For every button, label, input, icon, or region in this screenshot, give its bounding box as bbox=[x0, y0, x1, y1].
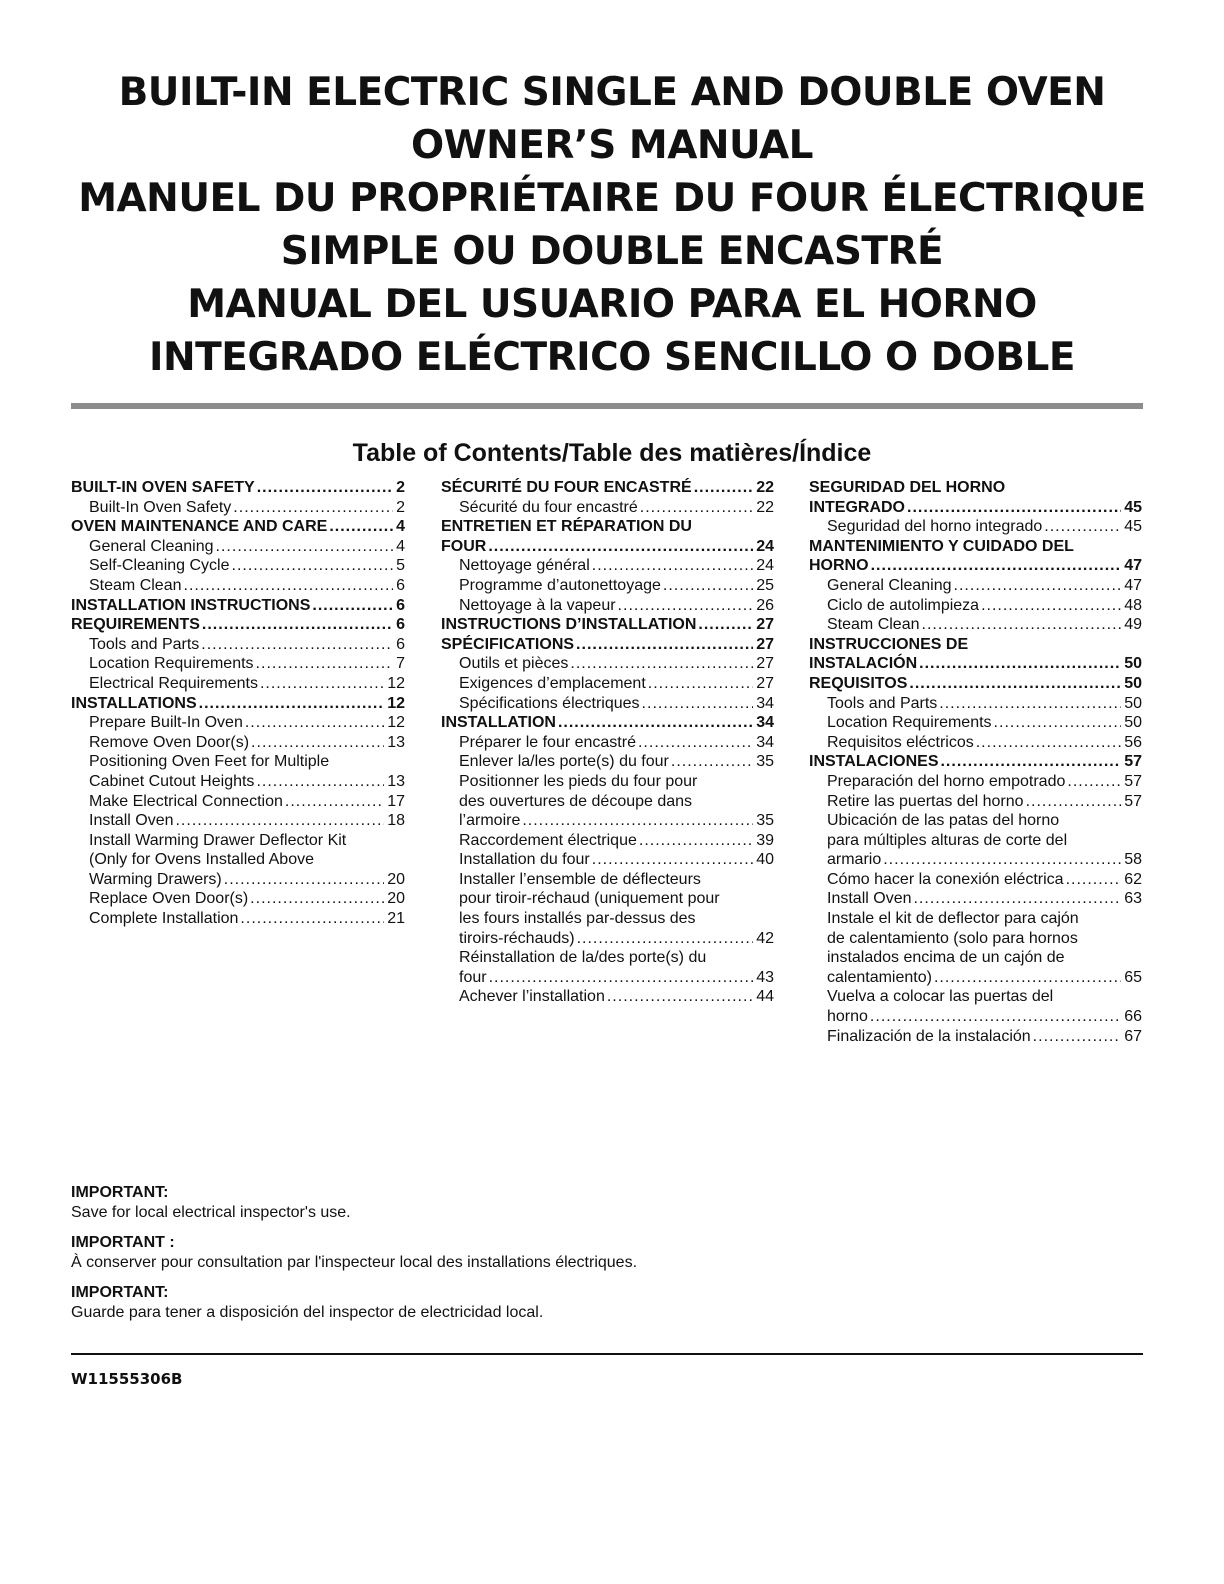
toc-page-number: 6 bbox=[396, 576, 405, 594]
toc-entry-continuation: para múltiples alturas de corte del bbox=[827, 831, 1068, 849]
toc-column-english bbox=[71, 478, 405, 929]
toc-page-number: 22 bbox=[756, 498, 774, 516]
toc-entry bbox=[441, 478, 774, 498]
toc-entry-title: OVEN MAINTENANCE AND CARE bbox=[71, 518, 328, 536]
toc-entry bbox=[809, 596, 1142, 616]
toc-leader-dots bbox=[522, 811, 753, 831]
title-line: MANUAL DEL USUARIO PARA EL HORNO bbox=[187, 282, 1037, 327]
toc-entry-title: tiroirs-réchauds) bbox=[459, 929, 575, 947]
toc-entry bbox=[809, 968, 1142, 988]
toc-entry-continuation: Instale el kit de deflector para cajón bbox=[827, 910, 1079, 928]
toc-page-number: 13 bbox=[387, 772, 405, 790]
toc-page-number: 20 bbox=[387, 890, 405, 908]
toc-leader-dots bbox=[671, 752, 753, 772]
footer-divider bbox=[71, 1353, 1143, 1355]
toc-entry-title: Preparación del horno empotrado bbox=[827, 772, 1066, 790]
toc-page-number: 44 bbox=[756, 988, 774, 1006]
toc-page-number: 6 bbox=[396, 596, 405, 614]
toc-entry-title: HORNO bbox=[809, 557, 869, 575]
toc-entry bbox=[71, 478, 405, 498]
toc-entry-title: Steam Clean bbox=[89, 576, 182, 594]
toc-page-number: 34 bbox=[756, 733, 774, 751]
note-text: À conserver pour consultation par l'inspecteur local des installations électriques. bbox=[71, 1253, 638, 1271]
toc-entry bbox=[809, 889, 1142, 909]
toc-entry-continuation: (Only for Ovens Installed Above bbox=[89, 851, 314, 869]
toc-entry-title: Exigences d’emplacement bbox=[459, 674, 646, 692]
toc-entry-title: Enlever la/les porte(s) du four bbox=[459, 753, 669, 771]
toc-entry bbox=[441, 596, 774, 616]
toc-page-number: 27 bbox=[756, 616, 774, 634]
toc-page-number: 24 bbox=[756, 537, 774, 555]
toc-leader-dots bbox=[1044, 517, 1121, 537]
toc-page-number: 4 bbox=[396, 537, 405, 555]
toc-entry-continuation: SEGURIDAD DEL HORNO bbox=[809, 479, 1006, 496]
toc-leader-dots bbox=[1066, 870, 1122, 890]
toc-page-number: 39 bbox=[756, 831, 774, 849]
toc-leader-dots bbox=[607, 987, 753, 1007]
toc-entry-title: INSTALLATION bbox=[441, 714, 556, 732]
toc-entry-title: INSTALLATION INSTRUCTIONS bbox=[71, 596, 311, 614]
toc-entry-title: Location Requirements bbox=[89, 655, 254, 673]
toc-entry bbox=[71, 772, 405, 792]
toc-entry-continuation: Ubicación de las patas del horno bbox=[827, 812, 1060, 830]
toc-page-number: 24 bbox=[756, 557, 774, 575]
toc-entry bbox=[809, 654, 1142, 674]
toc-leader-dots bbox=[577, 929, 754, 949]
toc-entry bbox=[809, 733, 1142, 753]
toc-leader-dots bbox=[939, 694, 1121, 714]
toc-entry bbox=[71, 694, 405, 714]
toc-page-number: 67 bbox=[1124, 1027, 1142, 1045]
toc-leader-dots bbox=[663, 576, 753, 596]
toc-entry bbox=[71, 596, 405, 616]
toc-entry bbox=[441, 811, 774, 831]
toc-entry-title: Cabinet Cutout Heights bbox=[89, 772, 255, 790]
toc-page-number: 57 bbox=[1124, 792, 1142, 810]
toc-entry-continuation: Install Warming Drawer Deflector Kit bbox=[89, 831, 347, 849]
toc-leader-dots bbox=[558, 713, 753, 733]
toc-page-number: 35 bbox=[756, 753, 774, 771]
toc-leader-dots bbox=[199, 694, 385, 714]
toc-entry bbox=[71, 909, 405, 929]
toc-entry-title: Steam Clean bbox=[827, 616, 920, 634]
toc-entry-title: Achever l’installation bbox=[459, 988, 605, 1006]
toc-entry-continuation: les fours installés par-dessus des bbox=[459, 910, 696, 928]
toc-leader-dots bbox=[934, 968, 1121, 988]
toc-page-number: 13 bbox=[387, 733, 405, 751]
toc-entry bbox=[441, 694, 774, 714]
toc-entry-title: Raccordement électrique bbox=[459, 831, 637, 849]
toc-entry-title: INSTRUCTIONS D’INSTALLATION bbox=[441, 616, 697, 634]
toc-entry-title: Self-Cleaning Cycle bbox=[89, 557, 230, 575]
toc-page-number: 50 bbox=[1124, 714, 1142, 732]
toc-entry-title: General Cleaning bbox=[89, 537, 214, 555]
toc-entry-continuation: Positioning Oven Feet for Multiple bbox=[89, 753, 330, 771]
toc-leader-dots bbox=[233, 498, 393, 518]
toc-leader-dots bbox=[909, 674, 1121, 694]
toc-page-number: 62 bbox=[1124, 870, 1142, 888]
toc-entry-title: Sécurité du four encastré bbox=[459, 498, 638, 516]
toc-entry bbox=[809, 752, 1142, 772]
toc-entry bbox=[441, 556, 774, 576]
toc-leader-dots bbox=[576, 635, 753, 655]
toc-leader-dots bbox=[224, 870, 384, 890]
toc-page-number: 17 bbox=[387, 792, 405, 810]
toc-page-number: 22 bbox=[756, 479, 774, 496]
toc-leader-dots bbox=[285, 792, 384, 812]
toc-leader-dots bbox=[312, 596, 393, 616]
toc-page-number: 57 bbox=[1124, 753, 1142, 771]
important-note-french bbox=[71, 1233, 1143, 1272]
toc-entry-title: FOUR bbox=[441, 537, 487, 555]
toc-page-number: 2 bbox=[396, 498, 405, 516]
toc-entry bbox=[71, 576, 405, 596]
toc-entry bbox=[809, 556, 1142, 576]
toc-entry bbox=[441, 498, 774, 518]
toc-leader-dots bbox=[642, 694, 754, 714]
toc-entry-title: Nettoyage général bbox=[459, 557, 590, 575]
toc-leader-dots bbox=[251, 733, 384, 753]
toc-entry bbox=[809, 576, 1142, 596]
toc-leader-dots bbox=[240, 909, 384, 929]
toc-page-number: 66 bbox=[1124, 1008, 1142, 1026]
toc-leader-dots bbox=[489, 968, 754, 988]
toc-entry bbox=[71, 811, 405, 831]
toc-entry bbox=[809, 694, 1142, 714]
toc-entry-title: Retire las puertas del horno bbox=[827, 792, 1024, 810]
toc-page-number: 25 bbox=[756, 576, 774, 594]
toc-entry-title: Installation du four bbox=[459, 851, 590, 869]
toc-entry bbox=[809, 1007, 1142, 1027]
title-line: INTEGRADO ELÉCTRICO SENCILLO O DOBLE bbox=[149, 335, 1075, 380]
toc-entry bbox=[441, 850, 774, 870]
toc-page-number: 50 bbox=[1124, 674, 1142, 692]
title-line: OWNER’S MANUAL bbox=[410, 123, 814, 168]
toc-entry-continuation: Installer l’ensemble de déflecteurs bbox=[459, 870, 701, 888]
toc-page-number: 35 bbox=[756, 812, 774, 830]
toc-entry-title: Requisitos eléctricos bbox=[827, 733, 974, 751]
toc-entry bbox=[441, 576, 774, 596]
toc-entry-continuation: INSTRUCCIONES DE bbox=[809, 635, 969, 653]
toc-entry-title: Location Requirements bbox=[827, 714, 992, 732]
toc-entry bbox=[71, 713, 405, 733]
toc-page-number: 42 bbox=[756, 929, 774, 947]
toc-entry-title: General Cleaning bbox=[827, 576, 952, 594]
toc-leader-dots bbox=[698, 615, 753, 635]
toc-page-number: 27 bbox=[756, 635, 774, 653]
toc-page-number: 12 bbox=[387, 674, 405, 692]
toc-page-number: 27 bbox=[756, 655, 774, 673]
toc-heading: Table of Contents/Table des matières/Índice bbox=[352, 439, 872, 467]
toc-entry bbox=[809, 850, 1142, 870]
toc-leader-dots bbox=[981, 596, 1121, 616]
toc-leader-dots bbox=[175, 811, 384, 831]
toc-page-number: 27 bbox=[756, 674, 774, 692]
toc-page-number: 40 bbox=[756, 851, 774, 869]
note-text: Save for local electrical inspector's use. bbox=[71, 1203, 351, 1221]
toc-entry bbox=[441, 635, 774, 655]
toc-entry bbox=[441, 654, 774, 674]
toc-entry-title: SPÉCIFICATIONS bbox=[441, 635, 575, 653]
toc-leader-dots bbox=[592, 556, 753, 576]
toc-entry-title: calentamiento) bbox=[827, 968, 932, 986]
toc-entry-title: Finalización de la instalación bbox=[827, 1027, 1031, 1045]
toc-entry bbox=[71, 792, 405, 812]
toc-entry bbox=[71, 498, 405, 518]
toc-page-number: 21 bbox=[387, 910, 405, 928]
title-line: MANUEL DU PROPRIÉTAIRE DU FOUR ÉLECTRIQUE bbox=[78, 176, 1146, 221]
toc-entry-title: Remove Oven Door(s) bbox=[89, 733, 250, 751]
toc-page-number: 43 bbox=[756, 968, 774, 986]
toc-entry bbox=[71, 870, 405, 890]
toc-entry bbox=[441, 733, 774, 753]
toc-leader-dots bbox=[1033, 1027, 1122, 1047]
toc-entry-title: Spécifications électriques bbox=[459, 694, 640, 712]
toc-page-number: 2 bbox=[396, 479, 405, 496]
toc-entry-continuation: ENTRETIEN ET RÉPARATION DU bbox=[441, 518, 692, 536]
note-heading: IMPORTANT: bbox=[71, 1284, 169, 1302]
toc-leader-dots bbox=[922, 615, 1122, 635]
toc-page-number: 57 bbox=[1124, 772, 1142, 790]
toc-page-number: 34 bbox=[756, 714, 774, 732]
toc-entry bbox=[441, 831, 774, 851]
toc-leader-dots bbox=[232, 556, 394, 576]
toc-entry-title: Nettoyage à la vapeur bbox=[459, 596, 616, 614]
toc-entry bbox=[809, 498, 1142, 518]
toc-leader-dots bbox=[488, 537, 753, 557]
toc-leader-dots bbox=[913, 889, 1121, 909]
toc-entry bbox=[441, 929, 774, 949]
toc-entry-title: Install Oven bbox=[89, 812, 174, 830]
toc-leader-dots bbox=[250, 889, 384, 909]
toc-leader-dots bbox=[245, 713, 384, 733]
toc-entry bbox=[809, 792, 1142, 812]
toc-entry bbox=[71, 537, 405, 557]
toc-page-number: 12 bbox=[387, 714, 405, 732]
toc-leader-dots bbox=[184, 576, 394, 596]
toc-entry-title: Seguridad del horno integrado bbox=[827, 518, 1043, 536]
toc-entry-title: REQUIREMENTS bbox=[71, 616, 200, 634]
toc-leader-dots bbox=[940, 752, 1121, 772]
toc-entry-title: Programme d’autonettoyage bbox=[459, 576, 661, 594]
toc-entry bbox=[441, 537, 774, 557]
toc-leader-dots bbox=[592, 850, 753, 870]
toc-entry-continuation: pour tiroir-réchaud (uniquement pour bbox=[459, 890, 720, 908]
toc-entry bbox=[809, 615, 1142, 635]
toc-entry-title: Complete Installation bbox=[89, 910, 239, 928]
toc-leader-dots bbox=[640, 498, 753, 518]
toc-leader-dots bbox=[871, 556, 1122, 576]
toc-entry-title: Install Oven bbox=[827, 890, 912, 908]
toc-entry bbox=[441, 752, 774, 772]
toc-leader-dots bbox=[216, 537, 394, 557]
toc-leader-dots bbox=[618, 596, 754, 616]
toc-page-number: 7 bbox=[396, 655, 405, 673]
toc-entry bbox=[71, 635, 405, 655]
toc-leader-dots bbox=[256, 772, 384, 792]
toc-entry-title: INTEGRADO bbox=[809, 498, 905, 516]
toc-entry bbox=[71, 889, 405, 909]
toc-entry-title: Prepare Built-In Oven bbox=[89, 714, 243, 732]
note-heading: IMPORTANT: bbox=[71, 1184, 169, 1201]
toc-entry bbox=[809, 772, 1142, 792]
toc-entry bbox=[71, 615, 405, 635]
toc-leader-dots bbox=[994, 713, 1122, 733]
toc-page-number: 6 bbox=[396, 616, 405, 634]
toc-entry-title: Warming Drawers) bbox=[89, 870, 222, 888]
toc-entry-title: Make Electrical Connection bbox=[89, 792, 283, 810]
toc-entry-title: INSTALACIONES bbox=[809, 753, 939, 771]
toc-entry bbox=[441, 968, 774, 988]
toc-entry-continuation: MANTENIMIENTO Y CUIDADO DEL bbox=[809, 537, 1074, 555]
toc-leader-dots bbox=[329, 517, 393, 537]
toc-page-number: 6 bbox=[396, 635, 405, 653]
toc-entry-title: Cómo hacer la conexión eléctrica bbox=[827, 870, 1064, 888]
toc-leader-dots bbox=[976, 733, 1121, 753]
toc-page-number: 12 bbox=[387, 694, 405, 712]
toc-page-number: 48 bbox=[1124, 596, 1142, 614]
toc-entry-continuation: Réinstallation de la/des porte(s) du bbox=[459, 949, 707, 967]
toc-leader-dots bbox=[638, 733, 753, 753]
toc-entry-title: BUILT-IN OVEN SAFETY bbox=[71, 479, 255, 496]
toc-entry bbox=[441, 713, 774, 733]
toc-entry bbox=[809, 674, 1142, 694]
title-divider bbox=[71, 403, 1143, 409]
toc-page-number: 63 bbox=[1124, 890, 1142, 908]
toc-leader-dots bbox=[907, 498, 1121, 518]
toc-entry-title: SÉCURITÉ DU FOUR ENCASTRÉ bbox=[441, 479, 692, 496]
toc-leader-dots bbox=[694, 478, 754, 498]
manual-title bbox=[0, 66, 1224, 384]
toc-leader-dots bbox=[260, 674, 384, 694]
toc-leader-dots bbox=[256, 654, 394, 674]
toc-entry bbox=[71, 517, 405, 537]
toc-entry bbox=[71, 654, 405, 674]
note-text: Guarde para tener a disposición del inspector de electricidad local. bbox=[71, 1303, 544, 1321]
toc-leader-dots bbox=[648, 674, 753, 694]
toc-page-number: 4 bbox=[396, 518, 405, 536]
toc-entry-title: horno bbox=[827, 1008, 868, 1026]
toc-column-spanish bbox=[809, 478, 1142, 1046]
toc-entry bbox=[809, 870, 1142, 890]
toc-page-number: 49 bbox=[1124, 616, 1142, 634]
toc-entry bbox=[441, 987, 774, 1007]
important-notes bbox=[71, 1183, 1143, 1334]
toc-entry-title: INSTALLATIONS bbox=[71, 694, 197, 712]
toc-entry-continuation: Positionner les pieds du four pour bbox=[459, 772, 698, 790]
document-number: W11555306B bbox=[71, 1370, 183, 1388]
toc-entry-title: Replace Oven Door(s) bbox=[89, 890, 249, 908]
toc-leader-dots bbox=[883, 850, 1121, 870]
toc-entry-title: INSTALACIÓN bbox=[809, 655, 918, 673]
toc-entry-continuation: instalados encima de un cajón de bbox=[827, 949, 1065, 967]
toc-entry bbox=[71, 674, 405, 694]
toc-entry-title: Ciclo de autolimpieza bbox=[827, 596, 980, 614]
toc-entry-title: l’armoire bbox=[459, 812, 521, 830]
toc-entry bbox=[441, 615, 774, 635]
toc-leader-dots bbox=[570, 654, 753, 674]
toc-page-number: 47 bbox=[1124, 576, 1142, 594]
toc-entry-continuation: Vuelva a colocar las puertas del bbox=[827, 988, 1054, 1006]
title-line: SIMPLE OU DOUBLE ENCASTRÉ bbox=[280, 229, 944, 274]
toc-page-number: 34 bbox=[756, 694, 774, 712]
toc-entry-title: Tools and Parts bbox=[89, 635, 200, 653]
important-note-english bbox=[71, 1183, 1143, 1222]
toc-entry bbox=[809, 1027, 1142, 1047]
toc-page-number: 26 bbox=[756, 596, 774, 614]
toc-entry-continuation: de calentamiento (solo para hornos bbox=[827, 929, 1078, 947]
toc-page-number: 50 bbox=[1124, 694, 1142, 712]
toc-entry-title: Tools and Parts bbox=[827, 694, 938, 712]
toc-entry-title: Préparer le four encastré bbox=[459, 733, 636, 751]
toc-entry bbox=[71, 733, 405, 753]
toc-leader-dots bbox=[954, 576, 1122, 596]
toc-entry-continuation: des ouvertures de découpe dans bbox=[459, 792, 693, 810]
toc-entry-title: armario bbox=[827, 851, 882, 869]
toc-entry-title: four bbox=[459, 968, 487, 986]
toc-page-number: 47 bbox=[1124, 557, 1142, 575]
note-heading: IMPORTANT : bbox=[71, 1234, 175, 1252]
toc-entry-title: Outils et pièces bbox=[459, 655, 569, 673]
toc-page-number: 45 bbox=[1124, 518, 1142, 536]
toc-page-number: 56 bbox=[1124, 733, 1142, 751]
toc-entry bbox=[71, 556, 405, 576]
toc-leader-dots bbox=[870, 1007, 1121, 1027]
toc-entry bbox=[441, 674, 774, 694]
toc-page-number: 58 bbox=[1124, 851, 1142, 869]
toc-page-number: 18 bbox=[387, 812, 405, 830]
title-line: BUILT-IN ELECTRIC SINGLE AND DOUBLE OVEN bbox=[118, 70, 1106, 115]
toc-leader-dots bbox=[1026, 792, 1122, 812]
toc-leader-dots bbox=[919, 654, 1121, 674]
toc-leader-dots bbox=[257, 478, 393, 498]
toc-page-number: 45 bbox=[1124, 498, 1142, 516]
toc-page-number: 50 bbox=[1124, 655, 1142, 673]
toc-page-number: 65 bbox=[1124, 968, 1142, 986]
toc-leader-dots bbox=[1067, 772, 1121, 792]
toc-entry-title: REQUISITOS bbox=[809, 674, 908, 692]
toc-leader-dots bbox=[201, 635, 393, 655]
toc-column-french bbox=[441, 478, 774, 1007]
toc-page-number: 5 bbox=[396, 557, 405, 575]
toc-page-number: 20 bbox=[387, 870, 405, 888]
important-note-spanish bbox=[71, 1283, 1143, 1322]
toc-entry-title: Electrical Requirements bbox=[89, 674, 258, 692]
toc-leader-dots bbox=[202, 615, 393, 635]
toc-entry bbox=[809, 517, 1142, 537]
toc-entry bbox=[809, 713, 1142, 733]
toc-entry-title: Built-In Oven Safety bbox=[89, 498, 232, 516]
toc-leader-dots bbox=[639, 831, 753, 851]
